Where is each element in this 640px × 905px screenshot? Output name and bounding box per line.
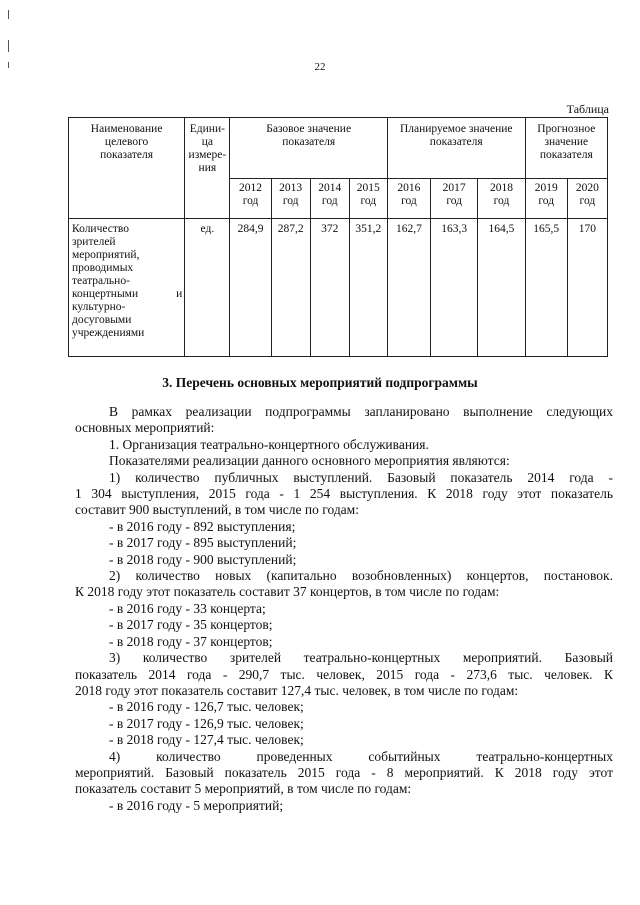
list-item: - в 2016 году - 892 выступления; (109, 518, 296, 534)
text-line: показатель составит 5 мероприятий, в том числе по годам: (75, 781, 412, 797)
header-forecast-value: Прогнозное значение показателя (525, 118, 607, 179)
list-item: - в 2018 году - 900 выступлений; (109, 551, 297, 567)
year-header: 2016 год (387, 179, 430, 219)
header-unit: Едини- ца измере- ния (185, 118, 230, 219)
text-line: 1) количество публичных выступлений. Базовый показатель 2014 года - (109, 469, 613, 485)
value-cell: 284,9 (230, 219, 271, 357)
header-base-value: Базовое значение показателя (230, 118, 387, 179)
year-header: 2018 год (478, 179, 525, 219)
year-header: 2012 год (230, 179, 271, 219)
list-item: - в 2016 году - 33 концерта; (109, 600, 266, 616)
value-cell: 372 (310, 219, 349, 357)
year-header: 2020 год (567, 179, 607, 219)
table-caption: Таблица (566, 102, 609, 116)
value-cell: 165,5 (525, 219, 567, 357)
text-line: 1. Организация театрально-концертного обслуживания. (109, 436, 429, 452)
list-item: - в 2016 году - 5 мероприятий; (109, 797, 284, 813)
year-header: 2019 год (525, 179, 567, 219)
year-header: 2017 год (431, 179, 478, 219)
value-cell: 162,7 (387, 219, 430, 357)
indicator-name-cell: Количество зрителей мероприятий, проводимых театрально- концертными и культурно- досуговыми учреждениями (69, 219, 185, 357)
list-item: - в 2018 году - 37 концертов; (109, 633, 273, 649)
text-line: 1 304 выступления, 2015 года - 1 254 выступления. К 2018 году этот показатель (75, 486, 613, 502)
body-text (75, 404, 613, 814)
list-item: - в 2018 году - 127,4 тыс. человек; (109, 732, 304, 748)
text-line: Показателями реализации данного основного мероприятия являются: (109, 453, 510, 469)
list-item: - в 2016 году - 126,7 тыс. человек; (109, 699, 304, 715)
table-row (69, 219, 608, 357)
value-cell: 287,2 (271, 219, 310, 357)
unit-cell: ед. (185, 219, 230, 357)
text-line: 3) количество зрителей театрально-концертных мероприятий. Базовый (109, 650, 613, 666)
text-line: 2) количество новых (капитально возобновленных) концертов, постановок. (109, 568, 613, 584)
page-number: 22 (314, 61, 326, 73)
section-heading: 3. Перечень основных мероприятий подпрограммы (162, 375, 478, 390)
value-cell: 351,2 (349, 219, 387, 357)
year-header: 2014 год (310, 179, 349, 219)
header-indicator-name: Наименование целевого показателя (69, 118, 185, 219)
value-cell: 164,5 (478, 219, 525, 357)
year-header: 2013 год (271, 179, 310, 219)
text-line: мероприятий. Базовый показатель 2015 года - 8 мероприятий. К 2018 году этот (75, 764, 613, 780)
year-header: 2015 год (349, 179, 387, 219)
text-line: 2018 году этот показатель составит 127,4 тыс. человек, в том числе по годам: (75, 682, 519, 698)
text-line: 4) количество проведенных событийных театрально-концертных (109, 748, 613, 764)
text-line: К 2018 году этот показатель составит 37 концертов, в том числе по годам: (75, 584, 500, 600)
text-line: В рамках реализации подпрограммы запланировано выполнение следующих (109, 404, 613, 419)
list-item: - в 2017 году - 35 концертов; (109, 617, 273, 633)
header-planned-value: Планируемое значение показателя (387, 118, 525, 179)
text-line: показатель 2014 года - 290,7 тыс. человек, 2015 года - 273,6 тыс. человек. К (75, 666, 613, 682)
list-item: - в 2017 году - 895 выступлений; (109, 535, 297, 551)
indicators-table (68, 117, 608, 357)
value-cell: 163,3 (431, 219, 478, 357)
value-cell: 170 (567, 219, 607, 357)
list-item: - в 2017 году - 126,9 тыс. человек; (109, 715, 304, 731)
text-line: основных мероприятий: (75, 420, 215, 436)
text-line: составит 900 выступлений, в том числе по годам: (75, 502, 359, 518)
